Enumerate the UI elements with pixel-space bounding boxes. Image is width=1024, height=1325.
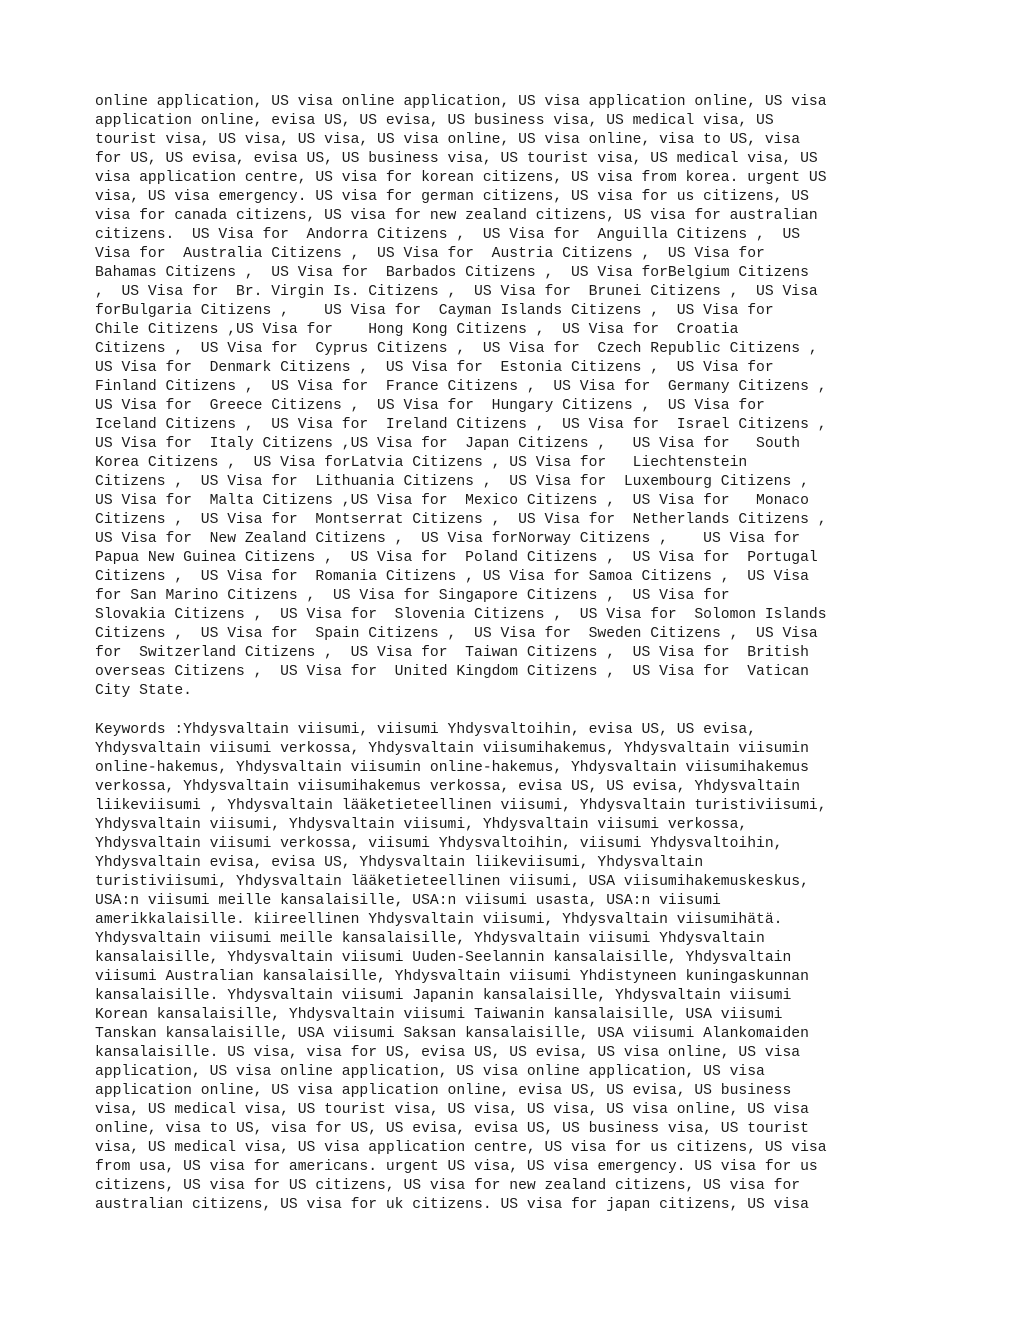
body-paragraph-visa-countries: online application, US visa online application, US visa application online, US visa application online, evisa US, US evisa, US business visa, US medical visa, US tourist visa, US visa, US visa, US visa online, US visa online, visa to US, visa for US, US evisa, evisa US, US business visa, US tourist visa, US medical visa, US visa application centre, US visa for korean citizens, US visa from korea. urgent US visa, US visa emergency. US visa for german citizens, US visa for us citizens, US visa for canada citizens, US visa for new zealand citizens, US visa for australian citizens. US Visa for Andorra Citizens , US Visa for Anguilla Citizens , US Visa for Australia Citizens , US Visa for Austria Citizens , US Visa for Bahamas Citizens , US Visa for Barbados Citizens , US Visa forBelgium Citizens , US Visa for Br. Virgin Is. Citizens , US Visa for Brunei Citizens , US Visa forBulgaria Citizens , US Visa for Cayman Islands Citizens , US Visa for Chile Citizens ,US Visa for Hong Kong Citizens , US Visa for Croatia Citizens , US Visa for Cyprus Citizens , US Visa for Czech Republic Citizens , US Visa for Denmark Citizens , US Visa for Estonia Citizens , US Visa for Finland Citizens , US Visa for France Citizens , US Visa for Germany Citizens , US Visa for Greece Citizens , US Visa for Hungary Citizens , US Visa for Iceland Citizens , US Visa for Ireland Citizens , US Visa for Israel Citizens , US Visa for Italy Citizens ,US Visa for Japan Citizens , US Visa for South Korea Citizens , US Visa forLatvia Citizens , US Visa for Liechtenstein Citizens , US Visa for Lithuania Citizens , US Visa for Luxembourg Citizens , US Visa for Malta Citizens ,US Visa for Mexico Citizens , US Visa for Monaco Citizens , US Visa for Montserrat Citizens , US Visa for Netherlands Citizens , US Visa for New Zealand Citizens , US Visa forNorway Citizens , US Visa for Papua New Guinea Citizens , US Visa for Poland Citizens , US Visa for Portugal Citizens , US Visa for Romania Citizens , US Visa for Samoa Citizens , US Visa for San Marino Citizens , US Visa for Singapore Citizens , US Visa for Slovakia Citizens , US Visa for Slovenia Citizens , US Visa for Solomon Islands Citizens , US Visa for Spain Citizens , US Visa for Sweden Citizens , US Visa for Switzerland Citizens , US Visa for Taiwan Citizens , US Visa for British overseas Citizens , US Visa for United Kingdom Citizens , US Visa for Vatican City State. bbox=[95, 94, 827, 699]
body-paragraph-keywords: Keywords :Yhdysvaltain viisumi, viisumi Yhdysvaltoihin, evisa US, US evisa, Yhdysvaltain viisumi verkossa, Yhdysvaltain viisumihakemus, Yhdysvaltain viisumin online-hakemus, Yhdysvaltain viisumin online-hakemus, Yhdysvaltain viisumihakemus verkossa, Yhdysvaltain viisumihakemus verkossa, evisa US, US evisa, Yhdysvaltain liikeviisumi , Yhdysvaltain lääketieteellinen viisumi, Yhdysvaltain turistiviisumi, Yhdysvaltain viisumi, Yhdysvaltain viisumi, Yhdysvaltain viisumi verkossa, Yhdysvaltain viisumi verkossa, viisumi Yhdysvaltoihin, viisumi Yhdysvaltoihin, Yhdysvaltain evisa, evisa US, Yhdysvaltain liikeviisumi, Yhdysvaltain turistiviisumi, Yhdysvaltain lääketieteellinen viisumi, USA viisumihakemuskeskus, USA:n viisumi meille kansalaisille, USA:n viisumi usasta, USA:n viisumi amerikkalaisille. kiireellinen Yhdysvaltain viisumi, Yhdysvaltain viisumihätä. Yhdysvaltain viisumi meille kansalaisille, Yhdysvaltain viisumi Yhdysvaltain kansalaisille, Yhdysvaltain viisumi Uuden-Seelannin kansalaisille, Yhdysvaltain viisumi Australian kansalaisille, Yhdysvaltain viisumi Yhdistyneen kuningaskunnan kansalaisille. Yhdysvaltain viisumi Japanin kansalaisille, Yhdysvaltain viisumi Korean kansalaisille, Yhdysvaltain viisumi Taiwanin kansalaisille, USA viisumi Tanskan kansalaisille, USA viisumi Saksan kansalaisille, USA viisumi Alankomaiden kansalaisille. US visa, visa for US, evisa US, US evisa, US visa online, US visa application, US visa online application, US visa online application, US visa application online, US visa application online, evisa US, US evisa, US business visa, US medical visa, US tourist visa, US visa, US visa, US visa online, US visa online, visa to US, visa for US, US evisa, evisa US, US business visa, US tourist visa, US medical visa, US visa application centre, US visa for us citizens, US visa from usa, US visa for americans. urgent US visa, US visa emergency. US visa for us citizens, US visa for US citizens, US visa for new zealand citizens, US visa for australian citizens, US visa for uk citizens. US visa for japan citizens, US visa bbox=[95, 722, 827, 1213]
